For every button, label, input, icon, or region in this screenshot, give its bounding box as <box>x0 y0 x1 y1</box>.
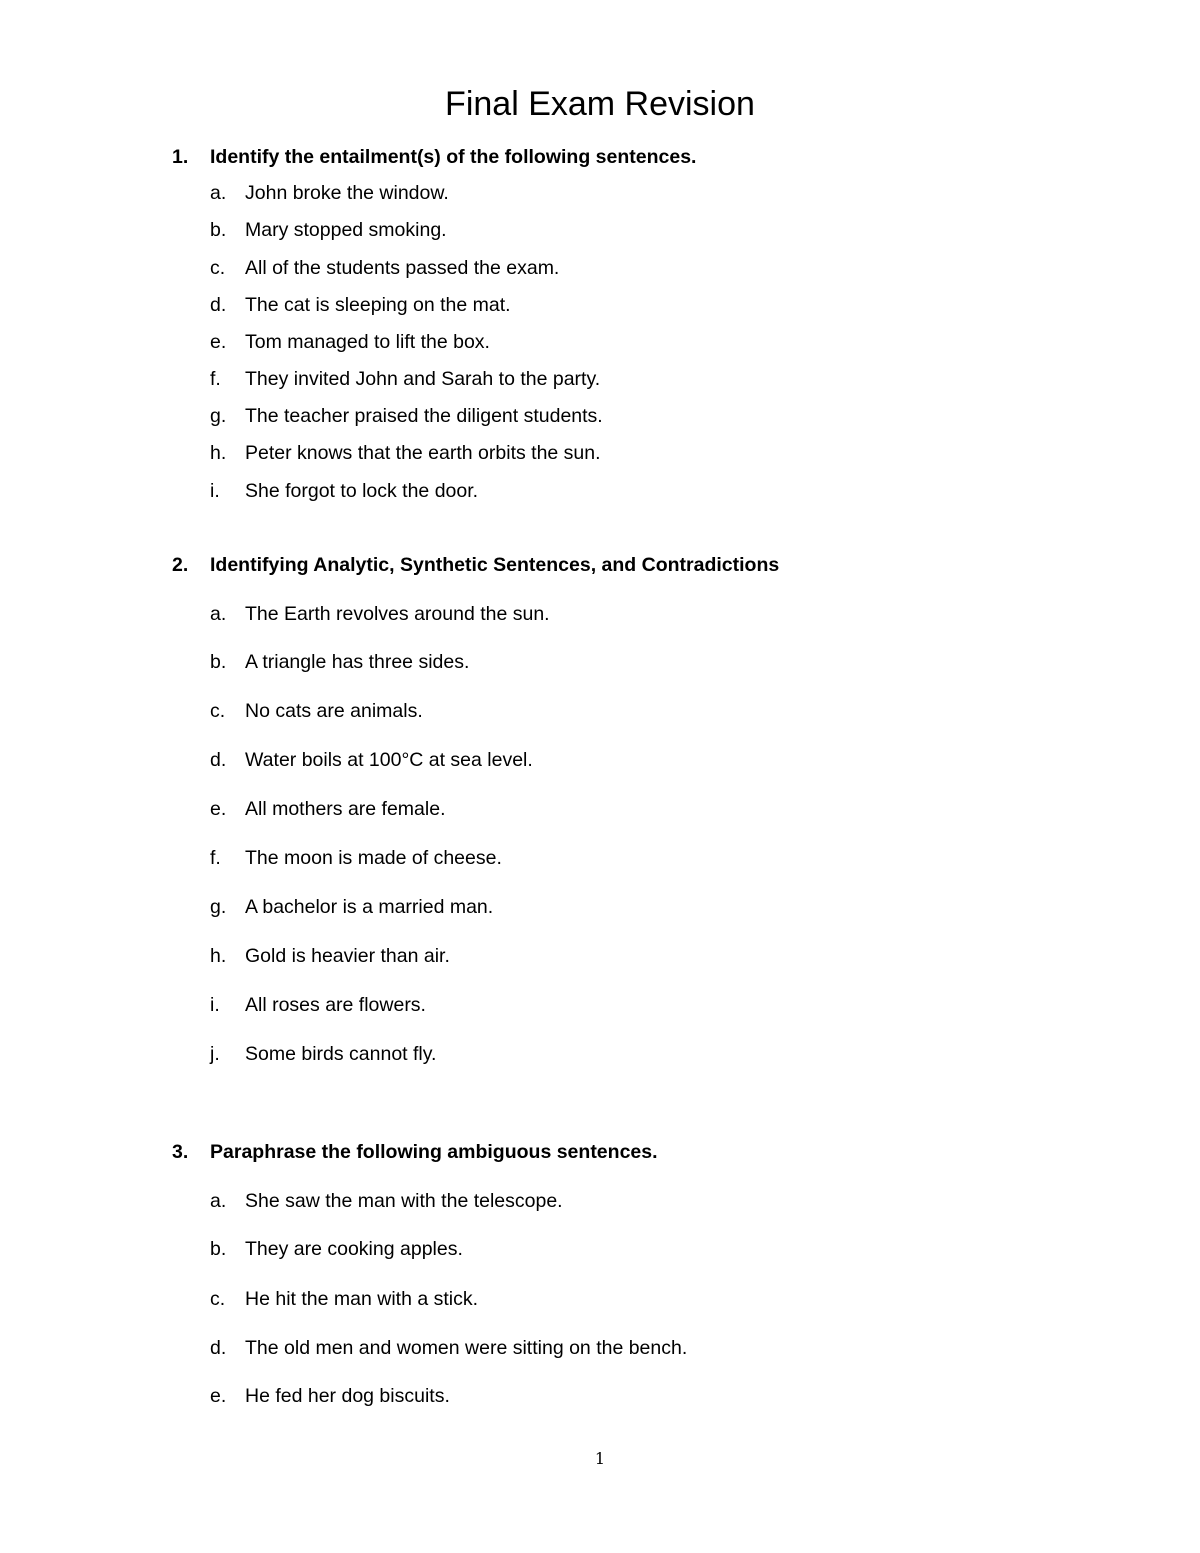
list-item <box>210 1237 463 1261</box>
list-item <box>210 181 449 205</box>
item-letter: a. <box>210 603 227 625</box>
list-item <box>210 650 469 674</box>
list-item <box>210 797 446 821</box>
item-letter: a. <box>210 182 227 204</box>
item-text: No cats are animals. <box>245 700 423 722</box>
item-letter: e. <box>210 1385 227 1407</box>
page-title: Final Exam Revision <box>445 85 755 123</box>
item-letter: i. <box>210 994 220 1016</box>
item-text: They invited John and Sarah to the party. <box>245 368 601 390</box>
item-text: She saw the man with the telescope. <box>245 1190 563 1212</box>
list-item <box>210 367 600 391</box>
list-item <box>210 944 450 968</box>
item-letter: c. <box>210 1288 226 1310</box>
list-item <box>210 404 603 428</box>
list-item <box>210 479 478 503</box>
item-letter: c. <box>210 257 226 279</box>
list-item <box>210 993 426 1017</box>
item-text: Water boils at 100°C at sea level. <box>245 749 533 771</box>
item-letter: g. <box>210 405 227 427</box>
item-letter: f. <box>210 847 221 869</box>
item-text: All of the students passed the exam. <box>245 257 560 279</box>
page-number: 1 <box>594 1449 606 1468</box>
item-text: She forgot to lock the door. <box>245 480 479 502</box>
section-heading-text: Paraphrase the following ambiguous sentences. <box>210 1141 658 1163</box>
item-text: The teacher praised the diligent students. <box>245 405 603 427</box>
list-item <box>210 602 550 626</box>
item-text: He fed her dog biscuits. <box>245 1385 450 1407</box>
list-item <box>210 1336 687 1360</box>
item-letter: b. <box>210 219 227 241</box>
list-item <box>210 1042 436 1066</box>
list-item <box>210 441 601 465</box>
section-2-heading <box>172 553 779 577</box>
item-text: Some birds cannot fly. <box>245 1043 437 1065</box>
item-text: Mary stopped smoking. <box>245 219 447 241</box>
section-3-heading <box>172 1140 658 1164</box>
item-text: All mothers are female. <box>245 798 446 820</box>
item-text: Tom managed to lift the box. <box>245 331 490 353</box>
item-text: A triangle has three sides. <box>245 651 470 673</box>
section-number: 3. <box>172 1141 189 1163</box>
section-heading-text: Identify the entailment(s) of the following sentences. <box>210 146 697 168</box>
item-text: Gold is heavier than air. <box>245 945 450 967</box>
item-text: The old men and women were sitting on the bench. <box>245 1337 688 1359</box>
item-letter: e. <box>210 331 227 353</box>
list-item <box>210 895 493 919</box>
item-letter: j. <box>210 1043 220 1065</box>
item-letter: g. <box>210 896 227 918</box>
list-item <box>210 330 490 354</box>
list-item <box>210 699 423 723</box>
item-text: John broke the window. <box>245 182 449 204</box>
item-text: They are cooking apples. <box>245 1238 463 1260</box>
section-heading-text: Identifying Analytic, Synthetic Sentences, and Contradictions <box>210 554 780 576</box>
list-item <box>210 1189 563 1213</box>
item-letter: i. <box>210 480 220 502</box>
list-item <box>210 256 559 280</box>
list-item <box>210 293 511 317</box>
section-1-heading <box>172 145 696 169</box>
item-letter: d. <box>210 749 227 771</box>
item-letter: h. <box>210 945 227 967</box>
item-text: All roses are flowers. <box>245 994 426 1016</box>
item-letter: d. <box>210 1337 227 1359</box>
item-text: Peter knows that the earth orbits the sun. <box>245 442 601 464</box>
item-text: He hit the man with a stick. <box>245 1288 479 1310</box>
list-item <box>210 1287 478 1311</box>
list-item <box>210 748 533 772</box>
section-number: 1. <box>172 146 189 168</box>
item-text: The moon is made of cheese. <box>245 847 502 869</box>
item-letter: b. <box>210 1238 227 1260</box>
list-item <box>210 218 447 242</box>
list-item <box>210 846 502 870</box>
section-number: 2. <box>172 554 189 576</box>
item-letter: h. <box>210 442 227 464</box>
item-text: The cat is sleeping on the mat. <box>245 294 511 316</box>
item-letter: b. <box>210 651 227 673</box>
item-letter: e. <box>210 798 227 820</box>
item-letter: c. <box>210 700 226 722</box>
item-text: A bachelor is a married man. <box>245 896 494 918</box>
item-letter: a. <box>210 1190 227 1212</box>
item-text: The Earth revolves around the sun. <box>245 603 550 625</box>
item-letter: f. <box>210 368 221 390</box>
item-letter: d. <box>210 294 227 316</box>
list-item <box>210 1384 450 1408</box>
